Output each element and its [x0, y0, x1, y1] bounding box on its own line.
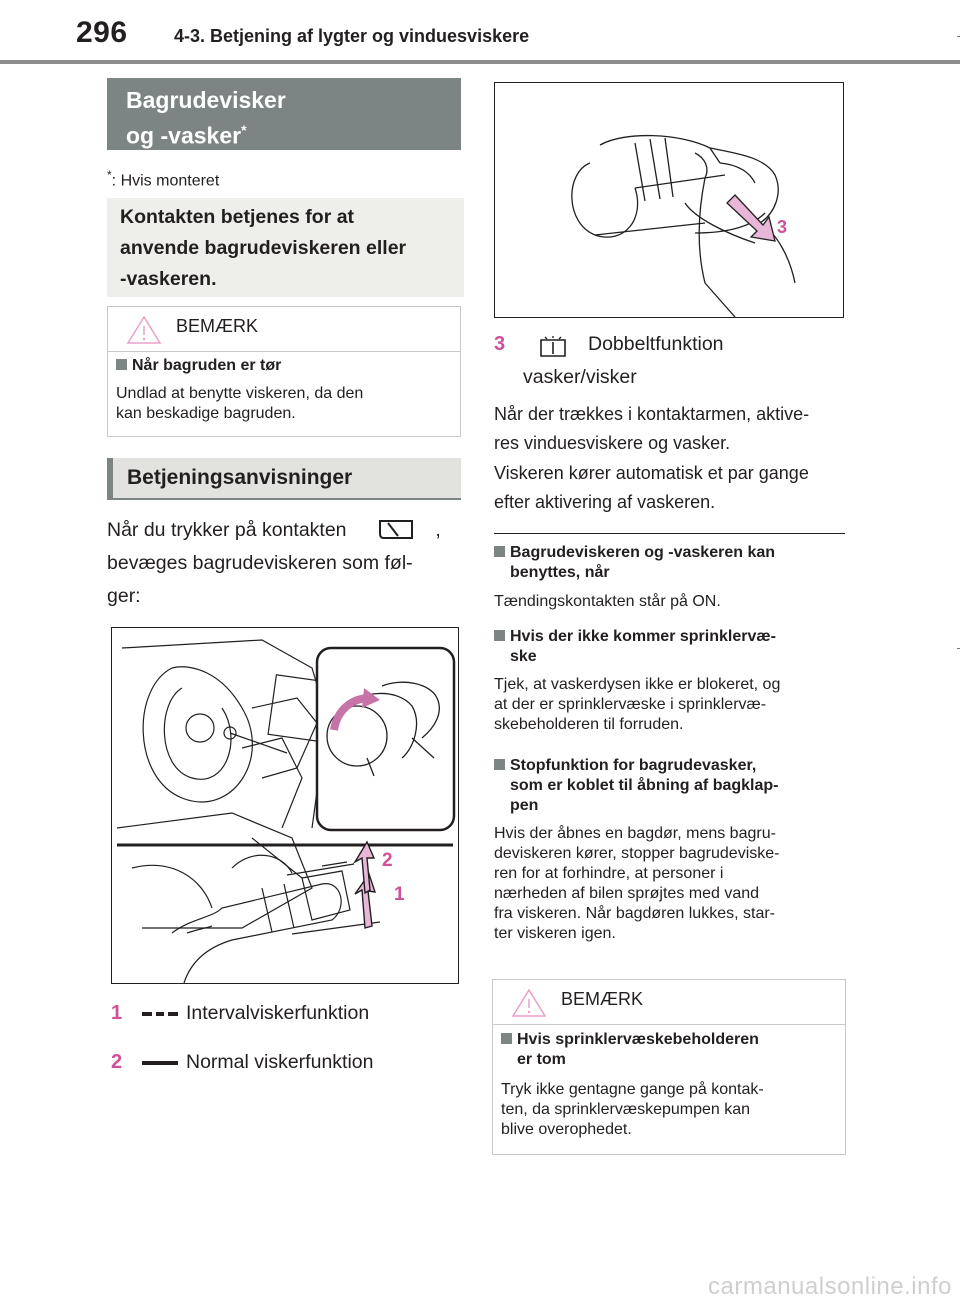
- bullet-square-icon: [494, 759, 505, 770]
- topic-text: [494, 824, 850, 944]
- notice-text-line: ten, da sprinklervæskepumpen kan: [501, 1101, 751, 1118]
- description-line: efter aktivering af vaskeren.: [494, 492, 716, 512]
- legend-item: [111, 1002, 461, 1030]
- intro-box: [107, 198, 464, 297]
- legend-label: Normal viskerfunktion: [186, 1051, 374, 1073]
- legend-label: Intervalviskerfunktion: [186, 1002, 370, 1024]
- notice-text-line: kan beskadige bagruden.: [116, 405, 296, 422]
- topic-text-line: skebeholderen til forruden.: [494, 716, 684, 733]
- section-title: [107, 78, 461, 150]
- topic: [494, 543, 850, 612]
- notice-text: [501, 1080, 764, 1140]
- rear-wiper-icon: [376, 516, 416, 542]
- normal-dash-icon: [142, 1061, 178, 1065]
- paragraph-line: bevæges bagrudeviskeren som føl-: [107, 552, 413, 574]
- notice-box: [492, 979, 846, 1155]
- notice-text-line: Undlad at benytte viskeren, da den: [116, 385, 364, 402]
- topic-text-line: Tjek, at vaskerdysen ikke er blokeret, og: [494, 676, 781, 693]
- washer-wiper-icon: [538, 336, 568, 360]
- topic-title-line: Bagrudeviskeren og -vaskeren kan: [510, 544, 776, 561]
- warning-icon: [126, 315, 162, 345]
- notice-subtitle-text: Når bagruden er tør: [132, 357, 282, 374]
- topic-title-line: som er koblet til åbning af bagklap-: [510, 777, 779, 794]
- notice-label: BEMÆRK: [561, 989, 644, 1009]
- page-number: 296: [76, 16, 128, 49]
- description-line: res vinduesviskere og vasker.: [494, 433, 731, 453]
- legend-number: 2: [111, 1051, 123, 1073]
- topic-text-line: deviskeren kører, stopper bagrudeviske-: [494, 845, 780, 862]
- notice-text-line: Tryk ikke gentagne gange på kontak-: [501, 1081, 764, 1098]
- topic-text: Tændingskontakten står på ON.: [494, 593, 721, 610]
- notice-subtitle-line: er tom: [517, 1051, 566, 1068]
- footnote-star: *: [107, 168, 112, 182]
- section-heading: Betjeningsanvisninger: [107, 458, 461, 500]
- topic-text-line: Hvis der åbnes en bagdør, mens bagru-: [494, 825, 776, 842]
- item-3-description: [494, 400, 854, 517]
- topic-text-line: fra viskeren. Når bagdøren lukkes, star-: [494, 905, 775, 922]
- notice-subtitle: [501, 1030, 759, 1070]
- footnote-marker: *: [241, 122, 247, 138]
- notice-text: [116, 384, 363, 424]
- item-label: Dobbeltfunktion: [588, 333, 724, 355]
- paragraph-text: Når du trykker på kontakten: [107, 519, 347, 541]
- chapter-title: 4-3. Betjening af lygter og vinduesviskere: [174, 26, 530, 46]
- topic-title-line: pen: [510, 797, 539, 814]
- topic: [494, 756, 850, 944]
- description-line: Viskeren kører automatisk et par gange: [494, 463, 809, 483]
- section-title-line1: Bagrudevisker: [126, 87, 286, 113]
- notice-text-line: blive overophedet.: [501, 1121, 632, 1138]
- intro-line: Kontakten betjenes for at: [120, 206, 355, 228]
- notice-subtitle: [116, 357, 281, 375]
- bullet-square-icon: [501, 1033, 512, 1044]
- topic-title-line: Hvis der ikke kommer sprinklervæ-: [510, 628, 776, 645]
- header-rule: [0, 60, 960, 64]
- hand-lever-illustration: [495, 83, 843, 317]
- interval-dash-icon: [142, 1012, 178, 1016]
- item-number: 3: [494, 333, 506, 355]
- warning-icon: [511, 988, 547, 1018]
- description-line: Når der trækkes i kontaktarmen, aktive-: [494, 404, 810, 424]
- divider: [494, 533, 845, 534]
- footnote-text: : Hvis monteret: [111, 172, 220, 190]
- dashboard-illustration: [112, 628, 458, 983]
- topic-title: [494, 756, 850, 816]
- paragraph-line: [107, 514, 467, 547]
- bullet-square-icon: [494, 630, 505, 641]
- topic-text-line: nærheden af bilen sprøjtes med vand: [494, 885, 760, 902]
- notice-label: BEMÆRK: [176, 316, 259, 336]
- section-title-line2-wrap: [126, 115, 461, 151]
- callout-number: 3: [777, 217, 788, 237]
- bullet-square-icon: [116, 359, 127, 370]
- notice-header: [108, 307, 460, 352]
- bullet-square-icon: [494, 546, 505, 557]
- lever-pull-illustration: [494, 82, 844, 318]
- topic-text: [494, 675, 850, 735]
- topic: [494, 627, 850, 735]
- watermark: carmanualsonline.info: [708, 1273, 952, 1300]
- intro-line: anvende bagrudeviskeren eller: [120, 237, 407, 259]
- legend-item: [111, 1051, 461, 1079]
- topic-text-line: ren for at forhindre, at personer i: [494, 865, 724, 882]
- footnote: [107, 168, 219, 190]
- callout-number: 1: [394, 884, 405, 905]
- topic-title: [494, 627, 850, 667]
- item-label: vasker/visker: [523, 366, 637, 388]
- paragraph-line: ger:: [107, 585, 141, 607]
- notice-box: [107, 306, 461, 437]
- topic-title-line: Stopfunktion for bagrudevasker,: [510, 757, 757, 774]
- topic-text-line: ter viskeren igen.: [494, 925, 616, 942]
- legend-number: 1: [111, 1002, 123, 1024]
- topic-title: [494, 543, 850, 583]
- section-title-line2: og -vasker: [126, 122, 242, 149]
- notice-subtitle-line: Hvis sprinklervæskebeholderen: [517, 1031, 759, 1048]
- callout-number: 2: [382, 850, 393, 871]
- intro-line: -vaskeren.: [120, 268, 217, 290]
- topic-text-line: at der er sprinklervæske i sprinklervæ-: [494, 696, 767, 713]
- topic-title-line: ske: [510, 648, 537, 665]
- wiper-switch-illustration: [111, 627, 459, 984]
- notice-header: [493, 980, 845, 1025]
- item-3: [494, 333, 854, 397]
- paragraph-text: ,: [435, 519, 441, 541]
- operation-paragraph: [107, 514, 467, 613]
- topic-title-line: benyttes, når: [510, 564, 610, 581]
